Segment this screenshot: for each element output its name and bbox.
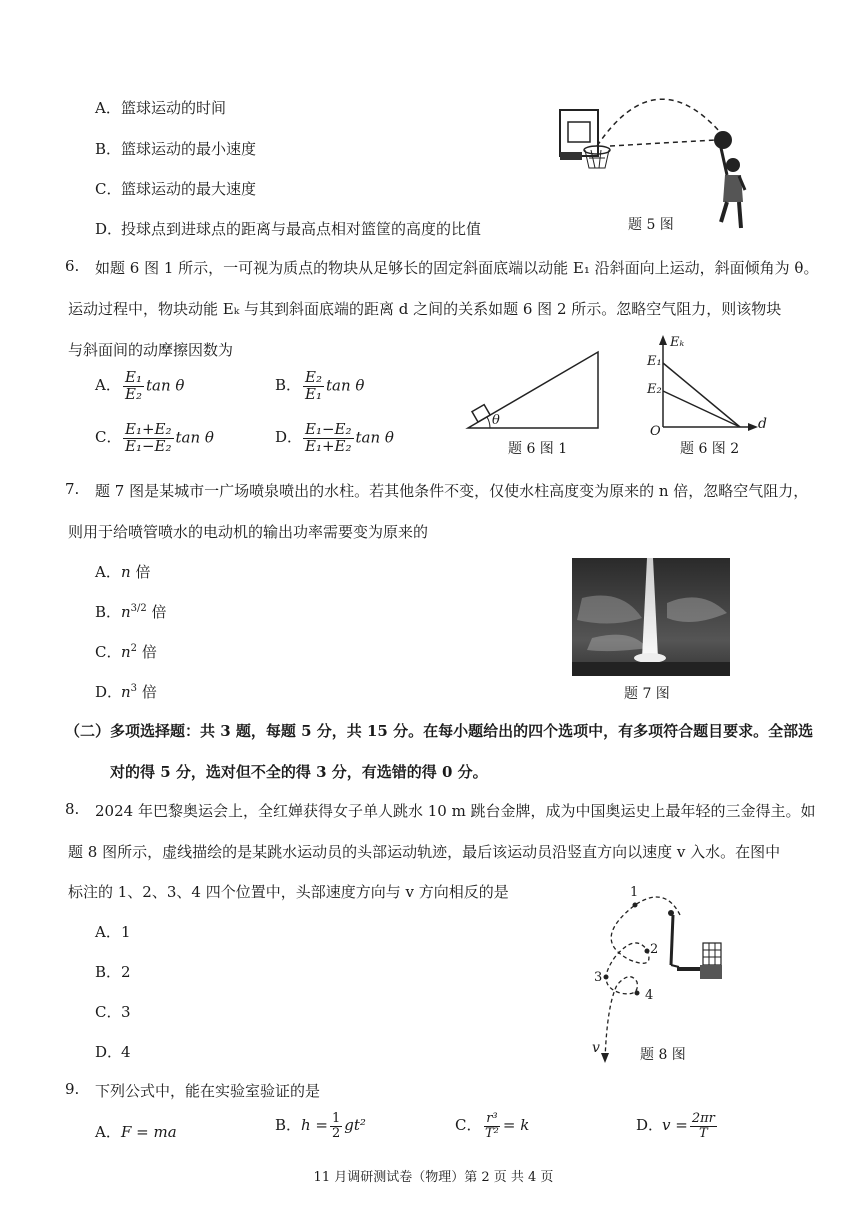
q8-option-a: A．1 [95, 923, 131, 941]
q7-caption: 题 7 图 [624, 686, 670, 702]
q6-fig2-d-label: d [758, 416, 767, 432]
q7-option-a: A．n 倍 [95, 563, 151, 581]
q6-line1: 如题 6 图 1 所示，一可视为质点的物块从足够长的固定斜面底端以动能 E₁ 沿斜面向上运动，斜面倾角为 θ。 [95, 259, 819, 277]
q8-line2: 题 8 图所示，虚线描绘的是某跳水运动员的头部运动轨迹，最后该运动员沿竖直方向以速度 v 入水。在图中 [68, 843, 781, 861]
q8-figure-diving [585, 885, 735, 1065]
q6-fig2-caption: 题 6 图 2 [680, 441, 740, 457]
q9-stem: 下列公式中，能在实验室验证的是 [95, 1082, 321, 1100]
q7-option-d: D．$n^3$ 倍 [95, 683, 157, 701]
q8-caption: 题 8 图 [640, 1047, 686, 1063]
q8-label-v: v [592, 1040, 600, 1056]
q8-option-d: D．4 [95, 1043, 131, 1061]
q8-label-3: 3 [594, 970, 603, 985]
q6-fig2-e2-label: E₂ [647, 382, 662, 397]
q9-option-a: A．F = ma [95, 1123, 177, 1141]
q6-fig2-ek-label: Eₖ [670, 335, 685, 350]
q6-figure1-incline [460, 348, 605, 433]
q6-option-b: B． $\frac{\text{E₂}}{\text{E₁}}$ tan θ [275, 368, 365, 403]
q6-fig2-e1-label: E₁ [647, 354, 662, 369]
q7-line2: 则用于给喷管喷水的电动机的输出功率需要变为原来的 [68, 523, 429, 541]
q6-line3: 与斜面间的动摩擦因数为 [68, 341, 234, 359]
q6-figure2-graph [648, 335, 763, 435]
q9-option-b: B．h = $\frac{1}{2}$ gt² [275, 1111, 366, 1141]
q7-option-c: C．$n^2$ 倍 [95, 643, 157, 661]
q7-number: 7. [65, 480, 80, 498]
q8-label-1: 1 [630, 885, 639, 900]
q8-number: 8. [65, 800, 80, 818]
section2-line1: （二）多项选择题：共 3 题，每题 5 分，共 15 分。在每小题给出的四个选项中，有多项符合题目要求。全部选 [65, 722, 814, 740]
q6-fig1-angle-label: θ [492, 413, 500, 428]
q8-option-c: C．3 [95, 1003, 131, 1021]
q7-option-b: B．$n^{3/2}$ 倍 [95, 603, 167, 621]
page-footer: 11 月调研测试卷（物理）第 2 页 共 4 页 [313, 1170, 554, 1185]
q5-option-c: C．篮球运动的最大速度 [95, 180, 257, 198]
q7-fountain-photo [572, 558, 730, 676]
q8-label-4: 4 [645, 988, 654, 1003]
q8-label-2: 2 [650, 942, 659, 957]
q6-line2: 运动过程中，物块动能 Eₖ 与其到斜面底端的距离 d 之间的关系如题 6 图 2 所示。忽略空气阻力，则该物块 [68, 300, 782, 318]
q6-fig2-origin-label: O [650, 424, 661, 439]
q5-option-d: D．投球点到进球点的距离与最高点相对篮筐的高度的比值 [95, 220, 482, 238]
q6-option-d: D． $\frac{\text{E₁−E₂}}{\text{E₁+E₂}}$ tan θ [275, 420, 394, 455]
q8-option-b: B．2 [95, 963, 131, 981]
q5-option-b: B．篮球运动的最小速度 [95, 140, 257, 158]
q5-caption: 题 5 图 [628, 217, 674, 233]
q6-number: 6. [65, 257, 80, 275]
q9-option-d: D．v = $\frac{2\pi r}{T}$ [636, 1111, 715, 1141]
q5-option-a: A．篮球运动的时间 [95, 99, 227, 117]
section2-line2: 对的得 5 分，选对但不全的得 3 分，有选错的得 0 分。 [110, 763, 488, 781]
q6-option-c: C． $\frac{\text{E₁+E₂}}{\text{E₁−E₂}}$ tan θ [95, 420, 214, 455]
q8-line1: 2024 年巴黎奥运会上，全红婵获得女子单人跳水 10 m 跳台金牌，成为中国奥运史上最年轻的三金得主。如 [95, 802, 816, 820]
q9-option-c: C． $\frac{\text{r³}}{\text{T²}}$ = k [455, 1111, 530, 1141]
q7-line1: 题 7 图是某城市一广场喷泉喷出的水柱。若其他条件不变，仅使水柱高度变为原来的 n 倍，忽略空气阻力， [95, 482, 809, 500]
q9-number: 9. [65, 1080, 80, 1098]
q6-fig1-caption: 题 6 图 1 [508, 441, 568, 457]
q6-option-a: A． $\frac{\text{E₁}}{\text{E₂}}$ tan θ [95, 368, 185, 403]
q8-line3: 标注的 1、2、3、4 四个位置中，头部速度方向与 v 方向相反的是 [68, 883, 509, 901]
